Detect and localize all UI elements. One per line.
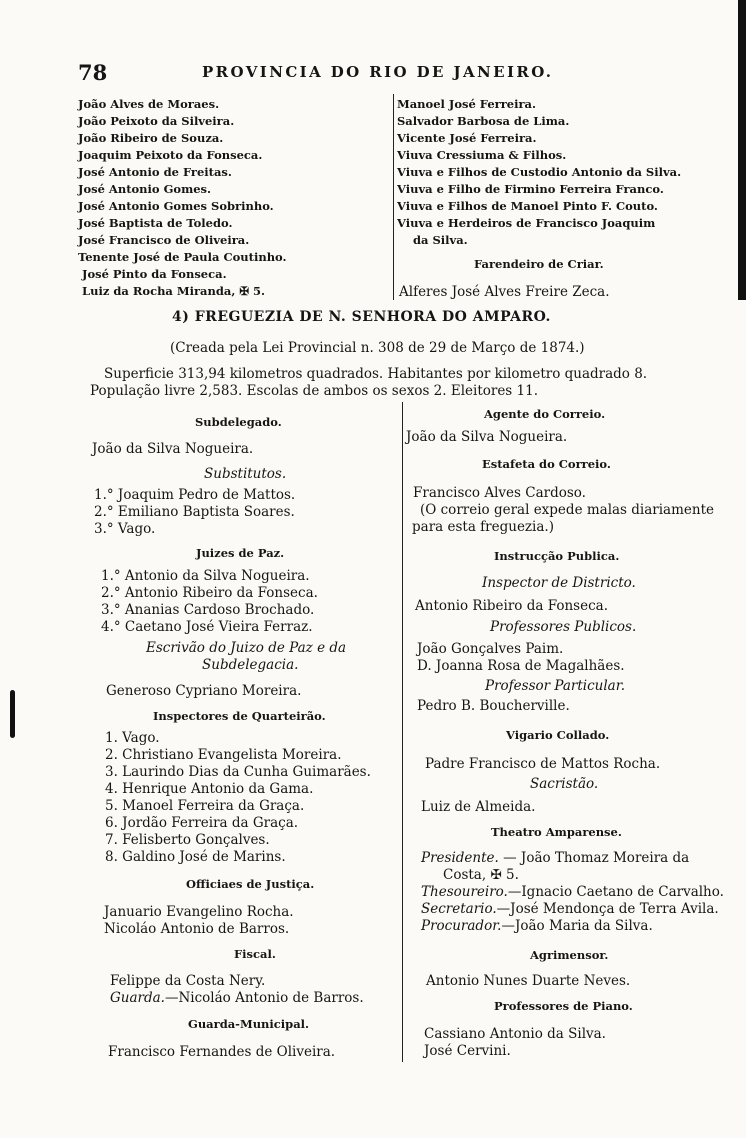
thesoureiro-line bbox=[421, 884, 724, 900]
page-edge bbox=[738, 0, 746, 300]
sub-heading: Escrivão do Juizo de Paz e da bbox=[146, 640, 347, 656]
section-heading: Agente do Correio. bbox=[484, 407, 606, 421]
list-item: 2. Christiano Evangelista Moreira. bbox=[105, 747, 342, 763]
list-item: José Cervini. bbox=[424, 1043, 511, 1059]
list-item: José Francisco de Oliveira. bbox=[78, 233, 250, 247]
list-item: Viuva e Filhos de Manoel Pinto F. Couto. bbox=[397, 199, 658, 213]
list-item: Viuva e Herdeiros de Francisco Joaquim bbox=[397, 216, 656, 230]
margin-mark bbox=[10, 690, 15, 738]
list-item: 5. Manoel Ferreira da Graça. bbox=[105, 798, 305, 814]
sub-heading: Professores Publicos. bbox=[490, 619, 637, 635]
list-item: Januario Evangelino Rocha. bbox=[104, 904, 294, 920]
secretario-label: Secretario. bbox=[421, 901, 497, 917]
list-item: Vicente José Ferreira. bbox=[397, 131, 537, 145]
section-heading: Guarda-Municipal. bbox=[188, 1017, 310, 1031]
list-item: Manoel José Ferreira. bbox=[397, 97, 536, 111]
list-item: Luiz da Rocha Miranda, ✠ 5. bbox=[82, 284, 266, 298]
section-heading: Officiaes de Justiça. bbox=[186, 877, 315, 891]
sacristao-name: Luiz de Almeida. bbox=[421, 799, 536, 815]
section-heading: Vigario Collado. bbox=[506, 728, 610, 742]
sub-heading: Subdelegacia. bbox=[202, 657, 299, 673]
section-heading: Inspectores de Quarteirão. bbox=[153, 709, 326, 723]
page-number: 78 bbox=[78, 60, 108, 85]
estafeta-note-2: para esta freguezia.) bbox=[412, 519, 554, 535]
top-column-divider bbox=[393, 94, 394, 300]
presidente-line bbox=[421, 850, 689, 866]
list-item: José Antonio de Freitas. bbox=[78, 165, 232, 179]
secretario-line bbox=[421, 901, 719, 917]
section-heading: Subdelegado. bbox=[195, 415, 282, 429]
parish-creation: (Creada pela Lei Provincial n. 308 de 29 de Março de 1874.) bbox=[170, 340, 585, 356]
parish-stats-line-2: População livre 2,583. Escolas de ambos os sexos 2. Eleitores 11. bbox=[90, 383, 538, 399]
estafeta-name: Francisco Alves Cardoso. bbox=[413, 485, 586, 501]
procurador-line bbox=[421, 918, 653, 934]
list-item: Nicoláo Antonio de Barros. bbox=[104, 921, 290, 937]
guarda-line bbox=[110, 990, 364, 1006]
sub-heading: Inspector de Districto. bbox=[482, 575, 636, 591]
section-heading: Juizes de Paz. bbox=[196, 546, 285, 560]
thesoureiro-name: —Ignacio Caetano de Carvalho. bbox=[507, 884, 724, 900]
section-heading: Agrimensor. bbox=[530, 948, 609, 962]
list-item: 4.° Caetano José Vieira Ferraz. bbox=[101, 619, 313, 635]
list-item: João Peixoto da Silveira. bbox=[78, 114, 235, 128]
list-item: Salvador Barbosa de Lima. bbox=[397, 114, 570, 128]
list-item: José Antonio Gomes. bbox=[78, 182, 212, 196]
section-heading: Fiscal. bbox=[234, 947, 276, 961]
list-item: 3. Laurindo Dias da Cunha Guimarães. bbox=[105, 764, 371, 780]
parish-title: 4) FREGUEZIA DE N. SENHORA DO AMPARO. bbox=[172, 309, 551, 325]
list-item: 1.° Joaquim Pedro de Mattos. bbox=[94, 487, 296, 503]
list-item: José Antonio Gomes Sobrinho. bbox=[78, 199, 274, 213]
inspector-name: Antonio Ribeiro da Fonseca. bbox=[415, 598, 608, 614]
agrimensor-name: Antonio Nunes Duarte Neves. bbox=[426, 973, 631, 989]
list-item: 8. Galdino José de Marins. bbox=[105, 849, 286, 865]
fiscal-name: Felippe da Costa Nery. bbox=[110, 973, 266, 989]
sub-heading: Professor Particular. bbox=[485, 678, 625, 694]
section-heading: Instrucção Publica. bbox=[494, 549, 620, 563]
list-item: João Ribeiro de Souza. bbox=[78, 131, 224, 145]
main-column-divider bbox=[402, 402, 403, 1062]
procurador-label: Procurador. bbox=[421, 918, 502, 934]
list-item: 1.° Antonio da Silva Nogueira. bbox=[101, 568, 310, 584]
list-item: Viuva e Filhos de Custodio Antonio da Silva. bbox=[397, 165, 682, 179]
list-item: 2.° Emiliano Baptista Soares. bbox=[94, 504, 295, 520]
page-header bbox=[78, 58, 608, 88]
presidente-cont: Costa, ✠ 5. bbox=[443, 867, 519, 883]
list-item: José Pinto da Fonseca. bbox=[82, 267, 227, 281]
list-item: D. Joanna Rosa de Magalhães. bbox=[417, 658, 625, 674]
list-item: 3.° Vago. bbox=[94, 521, 156, 537]
list-item: Viuva Cressiuma & Filhos. bbox=[397, 148, 567, 162]
list-item: João Gonçalves Paim. bbox=[417, 641, 564, 657]
list-item: João Alves de Moraes. bbox=[78, 97, 220, 111]
parish-stats-line-1: Superficie 313,94 kilometros quadrados. Habitantes por kilometro quadrado 8. bbox=[104, 366, 648, 382]
agente-name: João da Silva Nogueira. bbox=[406, 429, 568, 445]
estafeta-note-1: (O correio geral expede malas diariamente bbox=[420, 502, 715, 518]
page-title: PROVINCIA DO RIO DE JANEIRO. bbox=[202, 63, 554, 81]
list-item: 2.° Antonio Ribeiro da Fonseca. bbox=[101, 585, 318, 601]
guarda-name: —Nicoláo Antonio de Barros. bbox=[164, 990, 364, 1006]
section-heading: Theatro Amparense. bbox=[491, 825, 622, 839]
guarda-label: Guarda. bbox=[110, 990, 165, 1006]
escrivao-name: Generoso Cypriano Moreira. bbox=[106, 683, 302, 699]
subdelegado-name: João da Silva Nogueira. bbox=[92, 441, 254, 457]
list-item: 7. Felisberto Gonçalves. bbox=[105, 832, 270, 848]
list-item: 4. Henrique Antonio da Gama. bbox=[105, 781, 314, 797]
list-item: 3.° Ananias Cardoso Brochado. bbox=[101, 602, 315, 618]
presidente-name: — João Thomaz Moreira da bbox=[503, 850, 690, 866]
secretario-name: —José Mendonça de Terra Avila. bbox=[496, 901, 719, 917]
thesoureiro-label: Thesoureiro. bbox=[421, 884, 508, 900]
section-heading: Farendeiro de Criar. bbox=[474, 257, 604, 271]
list-item: 6. Jordão Ferreira da Graça. bbox=[105, 815, 299, 831]
presidente-label: Presidente. bbox=[421, 850, 499, 866]
section-heading: Estafeta do Correio. bbox=[482, 457, 611, 471]
list-item: Alferes José Alves Freire Zeca. bbox=[399, 284, 610, 300]
sub-heading: Substitutos. bbox=[204, 466, 287, 482]
vigario-name: Padre Francisco de Mattos Rocha. bbox=[425, 756, 661, 772]
list-item: Joaquim Peixoto da Fonseca. bbox=[78, 148, 263, 162]
procurador-name: —João Maria da Silva. bbox=[501, 918, 653, 934]
list-item: 1. Vago. bbox=[105, 730, 160, 746]
guarda-municipal-name: Francisco Fernandes de Oliveira. bbox=[108, 1044, 336, 1060]
sub-heading: Sacristão. bbox=[530, 776, 599, 792]
list-item: Cassiano Antonio da Silva. bbox=[424, 1026, 606, 1042]
section-heading: Professores de Piano. bbox=[494, 999, 633, 1013]
list-item: Viuva e Filho de Firmino Ferreira Franco. bbox=[397, 182, 664, 196]
list-item: Tenente José de Paula Coutinho. bbox=[78, 250, 287, 264]
particular-name: Pedro B. Boucherville. bbox=[417, 698, 570, 714]
list-item: da Silva. bbox=[413, 233, 468, 247]
list-item: José Baptista de Toledo. bbox=[78, 216, 233, 230]
